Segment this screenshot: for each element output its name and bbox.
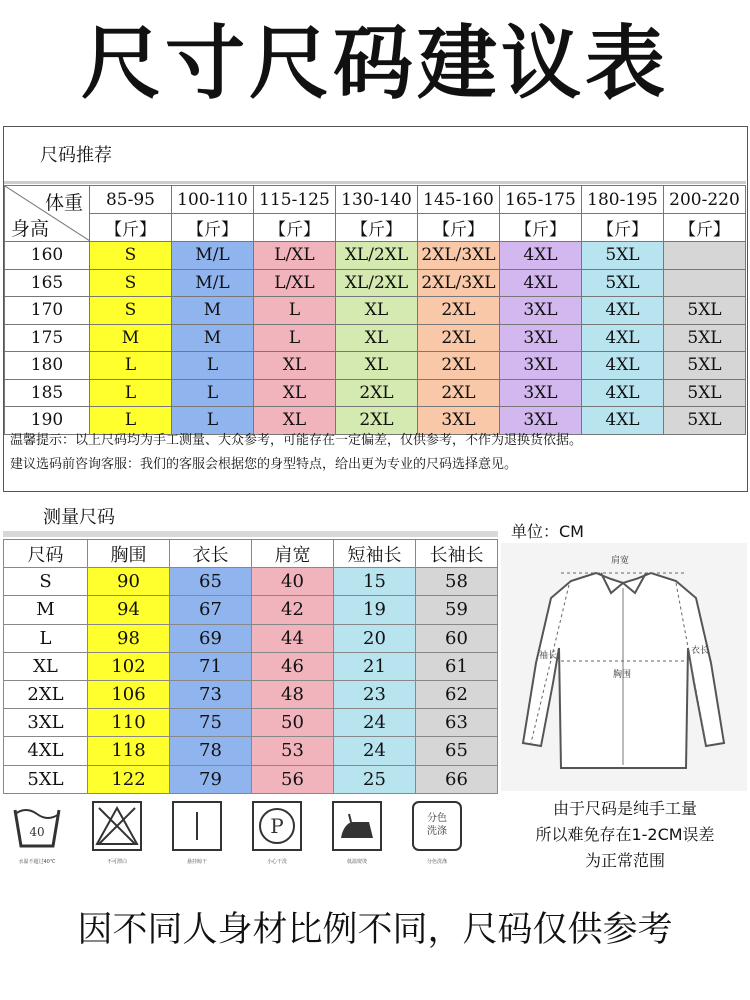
size-cell: L/XL [254, 242, 336, 270]
table-row [4, 709, 498, 737]
unit-label: 【斤】 [90, 214, 172, 242]
measure-value: 44 [252, 624, 334, 652]
table-row [4, 568, 498, 596]
table-row [5, 269, 746, 297]
section-divider [3, 531, 498, 537]
unit-label: 【斤】 [418, 214, 500, 242]
size-cell: 4XL [582, 297, 664, 325]
column-header: 衣长 [170, 540, 252, 568]
unit-label: 【斤】 [500, 214, 582, 242]
measure-value: 78 [170, 737, 252, 765]
size-cell: 5XL [582, 269, 664, 297]
measure-value: 69 [170, 624, 252, 652]
weight-label: 体重 [44, 192, 83, 214]
size-cell: XL [254, 407, 336, 435]
size-cell: L [90, 379, 172, 407]
chest-label: 胸围 [613, 670, 632, 680]
size-cell: 4XL [582, 352, 664, 380]
svg-text:P: P [270, 814, 284, 838]
size-recommend-panel [3, 126, 748, 492]
measure-value: 73 [170, 680, 252, 708]
size-cell: L [90, 407, 172, 435]
table-row [4, 652, 498, 680]
measure-panel [3, 495, 748, 795]
measure-value: 66 [416, 765, 498, 793]
size-cell: M/L [172, 269, 254, 297]
size-cell: 5XL [664, 379, 746, 407]
size-cell: 2XL [336, 379, 418, 407]
footer-note: 因不同人身材比例不同，尺码仅供参考 [77, 910, 673, 950]
measure-value: 20 [334, 624, 416, 652]
weight-range: 145-160 [418, 186, 500, 214]
size-cell: 2XL [4, 680, 88, 708]
size-cell: L [172, 352, 254, 380]
size-cell: 5XL [582, 242, 664, 270]
unit-label: 【斤】 [254, 214, 336, 242]
size-cell: XL/2XL [336, 242, 418, 270]
size-cell: 3XL [4, 709, 88, 737]
measure-value: 63 [416, 709, 498, 737]
table-row [5, 242, 746, 270]
size-cell: L [90, 352, 172, 380]
table-row [4, 765, 498, 793]
measure-value: 110 [88, 709, 170, 737]
low-iron-icon: 低温熨烫 [328, 798, 386, 865]
size-cell [664, 242, 746, 270]
height-cell: 180 [5, 352, 90, 380]
measure-value: 118 [88, 737, 170, 765]
size-cell: XL [254, 352, 336, 380]
size-cell: L/XL [254, 269, 336, 297]
size-cell: 3XL [500, 324, 582, 352]
size-cell: 4XL [582, 324, 664, 352]
size-cell: 5XL [664, 324, 746, 352]
recommend-table [4, 185, 746, 435]
measure-value: 102 [88, 652, 170, 680]
size-cell: 5XL [664, 407, 746, 435]
measure-value: 67 [170, 596, 252, 624]
height-cell: 170 [5, 297, 90, 325]
measure-value: 40 [252, 568, 334, 596]
measure-value: 46 [252, 652, 334, 680]
height-cell: 165 [5, 269, 90, 297]
weight-range: 115-125 [254, 186, 336, 214]
svg-text:分色: 分色 [427, 813, 447, 824]
weight-range: 165-175 [500, 186, 582, 214]
size-cell: M [172, 297, 254, 325]
measure-value: 59 [416, 596, 498, 624]
note-advice: 建议选码前咨询客服：我们的客服会根据您的身型特点，给出更为专业的尺码选择意见。 [10, 457, 518, 472]
size-cell: S [90, 297, 172, 325]
measure-value: 58 [416, 568, 498, 596]
section-divider [4, 181, 746, 184]
size-cell: 5XL [664, 297, 746, 325]
size-cell: 4XL [582, 379, 664, 407]
column-header: 尺码 [4, 540, 88, 568]
size-cell: 2XL [418, 379, 500, 407]
measure-value: 106 [88, 680, 170, 708]
measure-value: 23 [334, 680, 416, 708]
measure-value: 65 [170, 568, 252, 596]
measure-value: 19 [334, 596, 416, 624]
measure-section-title: 测量尺码 [43, 507, 115, 528]
size-cell: S [4, 568, 88, 596]
weight-range: 100-110 [172, 186, 254, 214]
measure-table [3, 539, 498, 794]
size-cell: 5XL [4, 765, 88, 793]
header-corner [5, 186, 90, 242]
measure-value: 60 [416, 624, 498, 652]
size-cell: 4XL [500, 269, 582, 297]
size-cell: S [90, 269, 172, 297]
page-title: 尺寸尺码建议表 [81, 17, 669, 110]
wash-40-icon: 40 水温不超过40℃ [8, 798, 66, 865]
column-header: 短袖长 [334, 540, 416, 568]
no-bleach-icon: 不可漂白 [88, 798, 146, 865]
size-cell: M/L [172, 242, 254, 270]
shirt-diagram [501, 543, 747, 791]
size-cell: XL [336, 324, 418, 352]
weight-range: 180-195 [582, 186, 664, 214]
measure-value: 25 [334, 765, 416, 793]
size-cell: 3XL [418, 407, 500, 435]
column-header: 胸围 [88, 540, 170, 568]
table-row [4, 624, 498, 652]
size-cell: XL [4, 652, 88, 680]
measure-value: 42 [252, 596, 334, 624]
size-cell: 2XL/3XL [418, 269, 500, 297]
measure-value: 75 [170, 709, 252, 737]
height-cell: 160 [5, 242, 90, 270]
unit-label: 【斤】 [172, 214, 254, 242]
height-cell: 175 [5, 324, 90, 352]
size-cell: 3XL [500, 379, 582, 407]
table-row [5, 379, 746, 407]
measure-value: 48 [252, 680, 334, 708]
weight-range: 85-95 [90, 186, 172, 214]
measure-value: 79 [170, 765, 252, 793]
shoulder-label: 肩宽 [611, 556, 630, 566]
unit-label: 单位：CM [511, 522, 584, 541]
height-cell: 185 [5, 379, 90, 407]
measure-value: 24 [334, 737, 416, 765]
size-cell: L [172, 379, 254, 407]
measure-value: 53 [252, 737, 334, 765]
size-cell: L [172, 407, 254, 435]
measure-value: 62 [416, 680, 498, 708]
measure-value: 15 [334, 568, 416, 596]
column-header: 肩宽 [252, 540, 334, 568]
size-cell: XL [254, 379, 336, 407]
measure-value: 98 [88, 624, 170, 652]
height-cell: 190 [5, 407, 90, 435]
wash-separate-icon: 分色 洗涤 分色洗涤 [408, 798, 466, 865]
measure-value: 50 [252, 709, 334, 737]
svg-text:40: 40 [29, 825, 45, 839]
sleeve-label: 袖长 [539, 651, 558, 661]
size-cell: 2XL [336, 407, 418, 435]
measure-value: 71 [170, 652, 252, 680]
weight-range: 200-220 [664, 186, 746, 214]
size-cell: XL/2XL [336, 269, 418, 297]
size-cell [664, 269, 746, 297]
size-cell: XL [336, 352, 418, 380]
table-row [4, 680, 498, 708]
size-cell: L [254, 297, 336, 325]
size-cell: L [254, 324, 336, 352]
height-label: 身高 [11, 218, 50, 240]
size-cell: 2XL [418, 297, 500, 325]
size-cell: XL [336, 297, 418, 325]
size-cell: 4XL [582, 407, 664, 435]
size-cell: M [172, 324, 254, 352]
size-cell: 2XL/3XL [418, 242, 500, 270]
measure-value: 90 [88, 568, 170, 596]
size-cell: 2XL [418, 324, 500, 352]
measure-value: 56 [252, 765, 334, 793]
size-cell: M [90, 324, 172, 352]
unit-label: 【斤】 [336, 214, 418, 242]
size-cell: L [4, 624, 88, 652]
table-row [5, 324, 746, 352]
dry-clean-p-icon: P 小心干洗 [248, 798, 306, 865]
measure-value: 94 [88, 596, 170, 624]
size-cell: M [4, 596, 88, 624]
size-cell: 4XL [4, 737, 88, 765]
size-cell: 4XL [500, 242, 582, 270]
size-cell: 3XL [500, 297, 582, 325]
size-cell: 5XL [664, 352, 746, 380]
measure-value: 65 [416, 737, 498, 765]
measure-value: 61 [416, 652, 498, 680]
size-cell: 3XL [500, 352, 582, 380]
recommend-section-title: 尺码推荐 [40, 145, 112, 166]
column-header: 长袖长 [416, 540, 498, 568]
size-cell: 3XL [500, 407, 582, 435]
error-note: 由于尺码是纯手工量 所以难免存在1-2CM误差 为正常范围 [535, 799, 715, 870]
measure-value: 122 [88, 765, 170, 793]
measure-value: 24 [334, 709, 416, 737]
note-tip: 温馨提示：以上尺码均为手工测量、大众参考，可能存在一定偏差，仅供参考，不作为退换货依据。 [10, 433, 583, 448]
unit-label: 【斤】 [664, 214, 746, 242]
size-cell: 2XL [418, 352, 500, 380]
notes [4, 429, 746, 477]
hang-dry-icon: 悬挂晾干 [168, 798, 226, 865]
care-icons [8, 798, 498, 878]
table-row [4, 596, 498, 624]
length-label: 衣长 [691, 646, 710, 656]
weight-range: 130-140 [336, 186, 418, 214]
size-cell: S [90, 242, 172, 270]
unit-label: 【斤】 [582, 214, 664, 242]
svg-text:洗涤: 洗涤 [427, 826, 447, 837]
table-row [4, 737, 498, 765]
table-row [5, 352, 746, 380]
table-row [5, 297, 746, 325]
measure-value: 21 [334, 652, 416, 680]
